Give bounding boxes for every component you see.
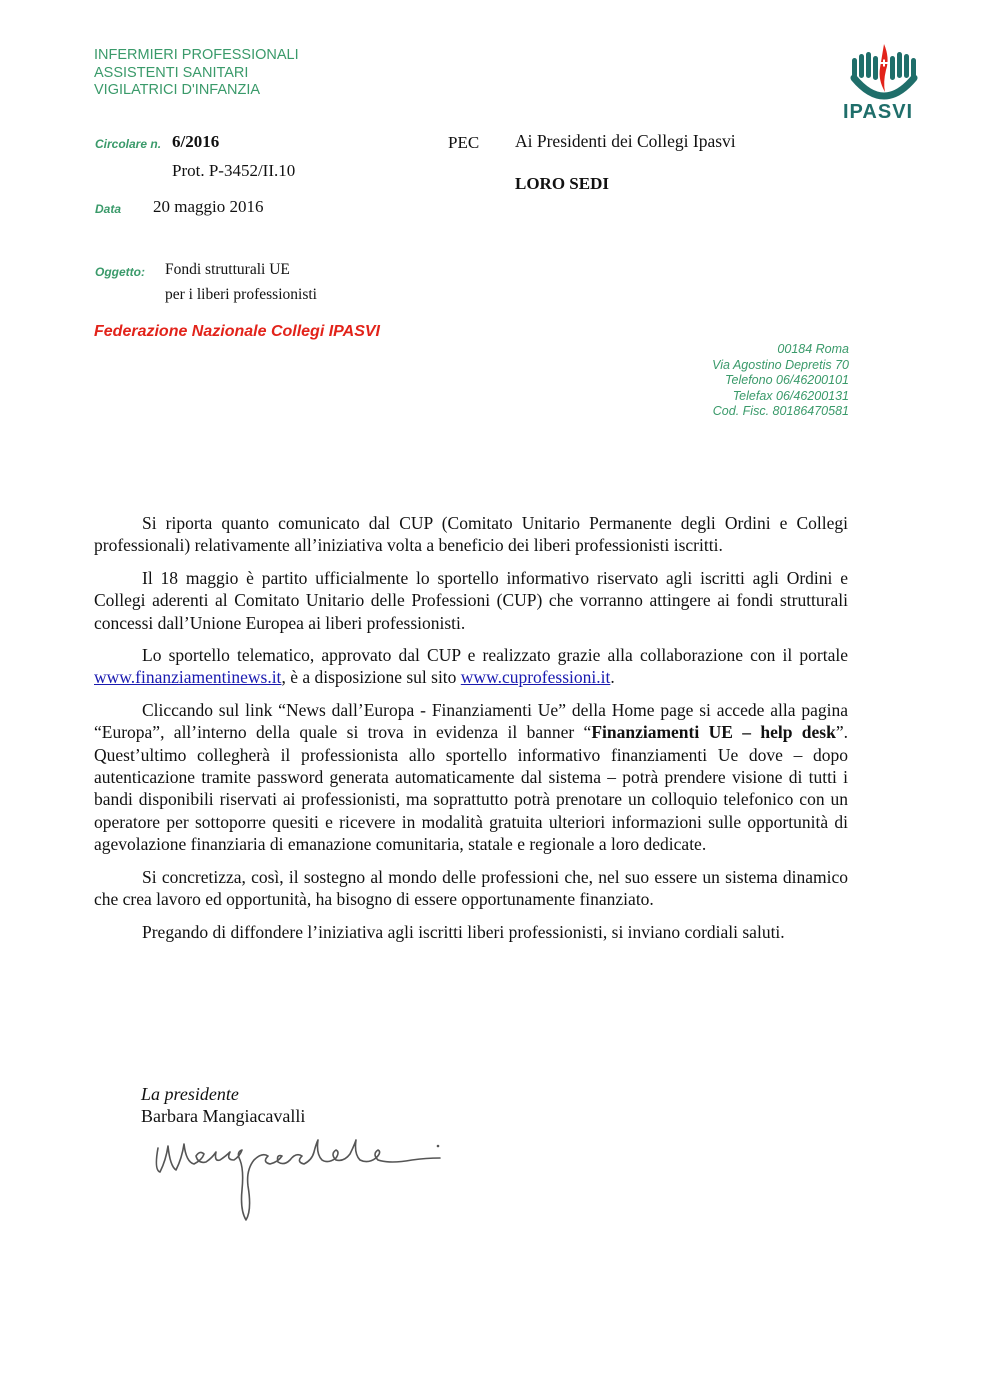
circolare-number: 6/2016 — [172, 132, 220, 151]
date-label: Data — [95, 202, 122, 216]
paragraph-text: . — [610, 667, 615, 688]
signer-role: La presidente — [141, 1084, 239, 1104]
address-line: Telefax 06/46200131 — [732, 388, 849, 403]
sender-address — [712, 342, 849, 420]
org-line: ASSISTENTI SANITARI — [94, 64, 249, 81]
subject-line-1: Fondi strutturali UE — [165, 261, 290, 278]
logo-text: IPASVI — [843, 101, 914, 123]
subject-label: Oggetto: — [95, 265, 145, 279]
delivery-method: PEC — [448, 133, 480, 152]
paragraph-text: Lo sportello telematico, approvato dal CUP e realizzato grazie alla collaborazione con il portale — [142, 645, 848, 666]
letter-body — [94, 512, 848, 953]
paragraph-text: ”. Quest’ultimo collegherà il professionista allo sportello informativo finanziamenti Ue dove – dopo autenticazione tramite password generata automaticamente dal sistema – potrà prendere visione di tutti i bandi disponibili riservati ai professionisti, ma soprattutto potrà prenotare un colloquio telefonico con un operatore per sottoporre quesiti e ricevere in modalità gratuita ulteriori informazioni sulle opportunità di agevolazione finanziaria di emanazione comunitaria, statale e regionale a loro dedicate. — [94, 722, 848, 855]
link-cuprofessioni[interactable]: www.cuprofessioni.it — [460, 667, 611, 688]
sender-name: Federazione Nazionale Collegi IPASVI — [94, 323, 380, 340]
banner-name: Finanziamenti UE – help desk — [591, 722, 836, 743]
address-line: Cod. Fisc. 80186470581 — [712, 404, 849, 418]
paragraph: Si riporta quanto comunicato dal CUP (Comitato Unitario Permanente degli Ordini e Collegi professionali) relativamente all’iniziativa volta a beneficio dei liberi professionisti iscritti. — [94, 513, 848, 556]
org-line: VIGILATRICI D'INFANZIA — [94, 82, 261, 98]
paragraph-text: , è a disposizione sul sito — [281, 667, 461, 688]
handwritten-signature — [150, 1130, 450, 1230]
signer-name: Barbara Mangiacavalli — [141, 1106, 306, 1126]
organization-lines — [94, 47, 299, 100]
org-line: INFERMIERI PROFESSIONALI — [94, 47, 299, 63]
paragraph — [94, 644, 848, 689]
link-finanziamentinews[interactable]: www.finanziamentinews.it — [94, 667, 282, 688]
paragraph: Si concretizza, così, il sostegno al mondo delle professioni che, nel suo essere un sistema dinamico che crea lavoro ed opportunità, ha bisogno di essere opportunamente finanziato. — [94, 866, 848, 910]
paragraph-text: Cliccando sul link “News dall’Europa - Finanziamenti Ue” della Home page si accede alla pagina “Europa”, all’interno della quale si trova in evidenza il banner “ — [94, 699, 848, 743]
address-line: Via Agostino Depretis 70 — [712, 357, 849, 372]
address-line: 00184 Roma — [777, 342, 849, 356]
protocol-number: Prot. P-3452/II.10 — [172, 161, 296, 180]
date-value: 20 maggio 2016 — [153, 197, 264, 216]
recipient-location: LORO SEDI — [515, 174, 609, 193]
subject-line-2: per i liberi professionisti — [165, 286, 317, 303]
paragraph — [94, 699, 848, 856]
circolare-label: Circolare n. — [95, 137, 162, 151]
paragraph: Pregando di diffondere l’iniziativa agli iscritti liberi professionisti, si inviano cordiali saluti. — [142, 921, 785, 942]
paragraph: Il 18 maggio è partito ufficialmente lo sportello informativo riservato agli iscritti agli Ordini e Collegi aderenti al Comitato Unitario delle Professioni (CUP) che vorranno attingere ai fondi strutturali concessi dall’Unione Europea ai liberi professionisti. — [94, 567, 848, 633]
address-line: Telefono 06/46200101 — [725, 373, 849, 387]
recipient: Ai Presidenti dei Collegi Ipasvi — [515, 131, 736, 151]
